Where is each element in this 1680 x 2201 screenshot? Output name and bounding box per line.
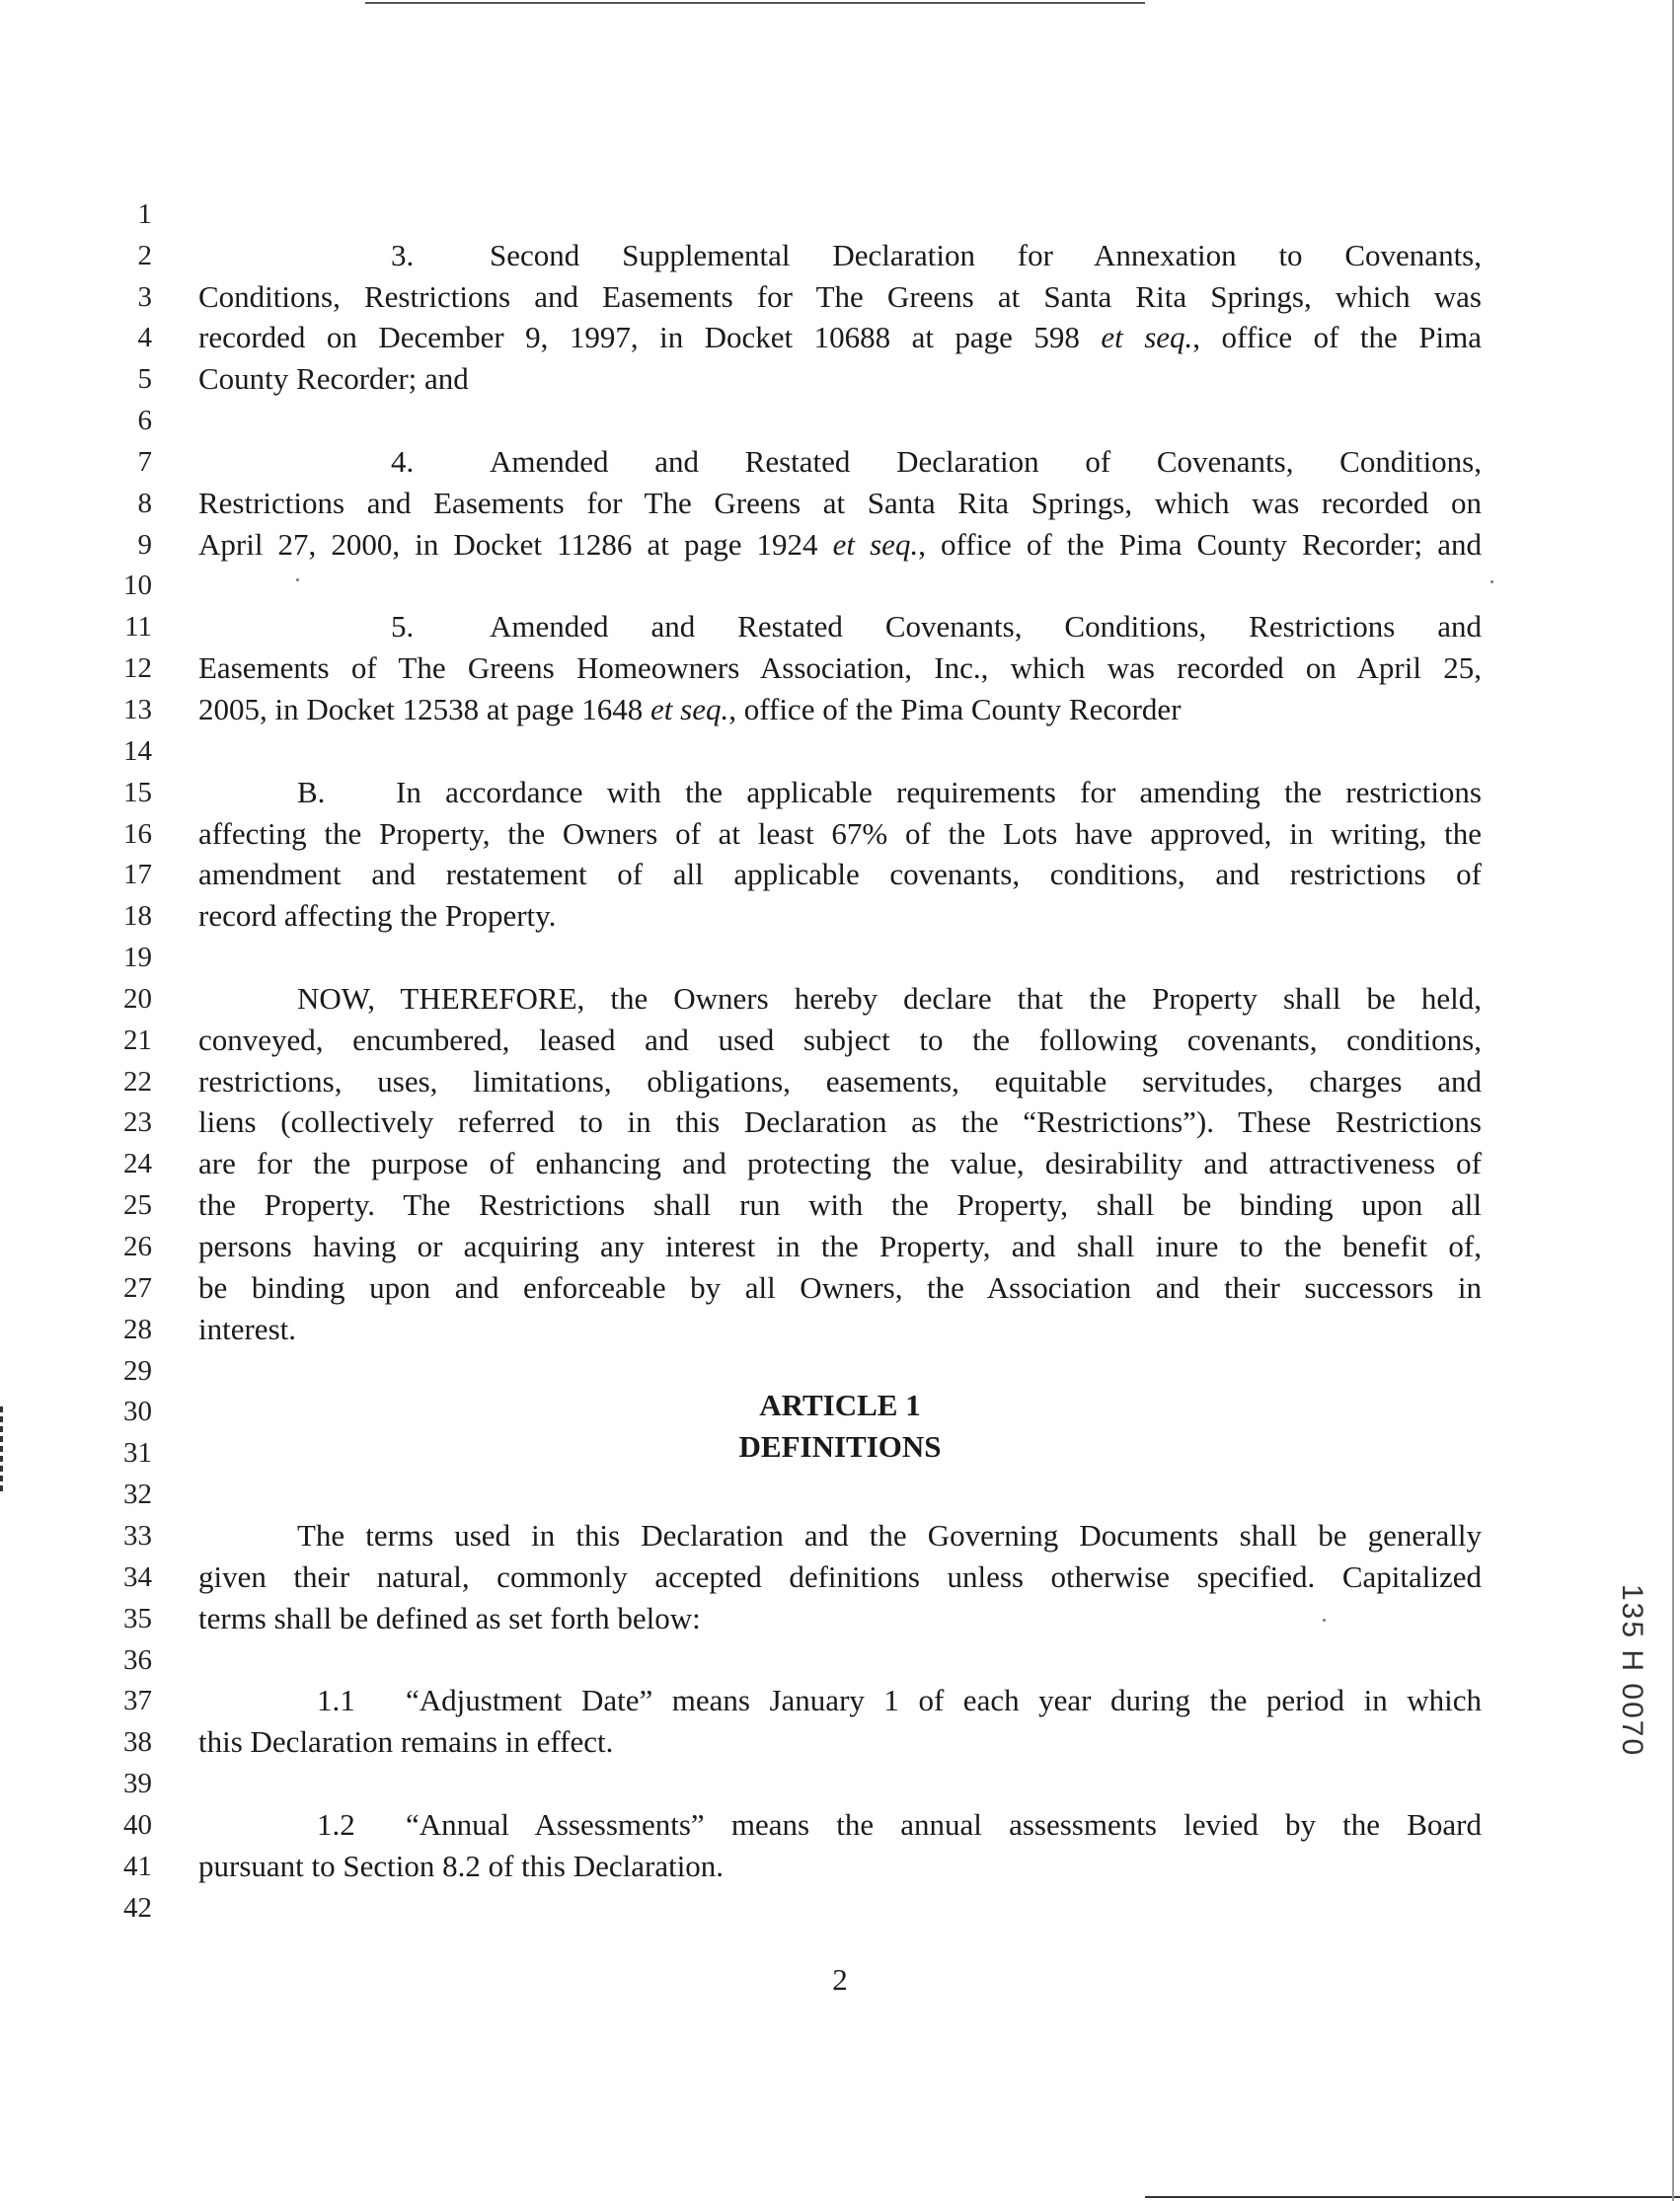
line-number: 22 [123, 1066, 152, 1098]
line-number: 37 [123, 1685, 152, 1716]
paragraph-line: 2005, in Docket 12538 at page 1648 [198, 692, 651, 726]
italic-citation: et seq. [1101, 320, 1193, 354]
line-number: 11 [124, 611, 152, 643]
paragraph-line: the Property. The Restrictions shall run with the Property, shall be binding upon all [198, 1187, 1482, 1222]
paragraph-line: , office of the Pima County Recorder; and [918, 527, 1483, 562]
line-number: 5 [137, 363, 152, 395]
line-number: 30 [123, 1396, 152, 1427]
line-number: 42 [123, 1892, 152, 1924]
paragraph-line: amendment and restatement of all applicable covenants, conditions, and restrictions of [198, 857, 1482, 891]
paragraph-line: recorded on December 9, 1997, in Docket 10688 at page 598 [198, 320, 1102, 354]
line-number: 32 [123, 1479, 152, 1510]
article-heading: ARTICLE 1 [759, 1388, 921, 1422]
paragraph-line: given their natural, commonly accepted definitions unless otherwise specified. Capitalized [198, 1559, 1482, 1594]
line-number: 16 [123, 818, 152, 850]
line-number: 23 [123, 1106, 152, 1138]
line-number: 31 [123, 1437, 152, 1469]
paragraph-line: be binding upon and enforceable by all Owners, the Association and their successors in [198, 1270, 1482, 1305]
scan-left-dash-mark [0, 1406, 3, 1493]
line-number: 24 [123, 1148, 152, 1179]
line-number: 26 [123, 1231, 152, 1262]
paragraph-line: The terms used in this Declaration and the Governing Documents shall be generally [297, 1518, 1482, 1553]
line-number: 7 [137, 446, 152, 478]
line-number: 25 [123, 1189, 152, 1221]
line-number: 8 [137, 488, 152, 519]
page-number: 2 [832, 1962, 848, 1997]
line-number: 2 [137, 240, 152, 271]
line-number: 21 [123, 1025, 152, 1056]
scan-right-edge [1672, 0, 1674, 2201]
paragraph-line: Conditions, Restrictions and Easements for The Greens at Santa Rita Springs, which was [198, 279, 1482, 314]
line-number: 36 [123, 1644, 152, 1676]
line-number: 40 [123, 1809, 152, 1841]
line-number: 18 [123, 900, 152, 932]
line-number: 10 [123, 569, 152, 601]
paragraph-line: April 27, 2000, in Docket 11286 at page 1924 [198, 527, 833, 562]
line-number: 29 [123, 1355, 152, 1387]
line-number: 13 [123, 694, 152, 725]
line-number: 33 [123, 1520, 152, 1552]
paragraph-line: record affecting the Property. [198, 898, 557, 933]
paragraph-line: “Adjustment Date” means January 1 of each year during the period in which [406, 1683, 1482, 1717]
paragraph-line: County Recorder; and [198, 361, 469, 396]
scan-speck [1490, 580, 1493, 583]
line-number: 14 [123, 735, 152, 767]
line-number: 19 [123, 942, 152, 973]
item-marker: B. [297, 775, 326, 809]
item-marker: 1.1 [317, 1683, 355, 1717]
paragraph-line: are for the purpose of enhancing and protecting the value, desirability and attractiveness of [198, 1146, 1482, 1180]
line-number: 12 [123, 652, 152, 684]
scan-top-rule [365, 2, 1145, 4]
paragraph-line: pursuant to Section 8.2 of this Declaration. [198, 1849, 725, 1883]
italic-citation: et seq. [832, 527, 919, 562]
item-marker: 3. [391, 238, 415, 272]
line-number: 28 [123, 1314, 152, 1345]
paragraph-line: , office of the Pima [1192, 320, 1482, 354]
line-number: 38 [123, 1726, 152, 1758]
paragraph-line: terms shall be defined as set forth below: [198, 1601, 701, 1635]
article-title: DEFINITIONS [738, 1429, 942, 1464]
paragraph-line: Amended and Restated Declaration of Covenants, Conditions, [490, 444, 1482, 479]
recording-stamp: 135 H 0070 [1616, 1584, 1648, 1758]
line-number: 41 [123, 1851, 152, 1882]
line-number: 17 [123, 859, 152, 890]
paragraph-line: , office of the Pima County Recorder [728, 692, 1182, 726]
line-number: 15 [123, 777, 152, 808]
line-number: 35 [123, 1603, 152, 1634]
paragraph-line: NOW, THEREFORE, the Owners hereby declare that the Property shall be held, [297, 981, 1482, 1016]
paragraph-line: interest. [198, 1312, 296, 1346]
line-number: 3 [137, 281, 152, 313]
line-number: 4 [137, 322, 152, 353]
line-number: 34 [123, 1561, 152, 1593]
scan-bottom-rule [1145, 2196, 1680, 2198]
paragraph-line: Restrictions and Easements for The Greens at Santa Rita Springs, which was recorded on [198, 486, 1482, 520]
paragraph-line: Second Supplemental Declaration for Annexation to Covenants, [490, 238, 1482, 272]
paragraph-line: Amended and Restated Covenants, Conditions, Restrictions and [490, 609, 1482, 644]
paragraph-line: liens (collectively referred to in this Declaration as the “Restrictions”). These Restrictions [198, 1104, 1482, 1139]
paragraph-line: “Annual Assessments” means the annual assessments levied by the Board [406, 1807, 1482, 1842]
paragraph-line: conveyed, encumbered, leased and used subject to the following covenants, conditions, [198, 1023, 1482, 1057]
italic-citation: et seq. [650, 692, 729, 726]
line-number: 9 [137, 529, 152, 561]
line-number: 1 [137, 198, 152, 230]
paragraph-line: In accordance with the applicable requirements for amending the restrictions [396, 775, 1482, 809]
paragraph-line: restrictions, uses, limitations, obligations, easements, equitable servitudes, charges and [198, 1064, 1482, 1099]
line-number: 20 [123, 983, 152, 1015]
paragraph-line: this Declaration remains in effect. [198, 1724, 614, 1759]
paragraph-line: affecting the Property, the Owners of at least 67% of the Lots have approved, in writing, the [198, 816, 1482, 851]
item-marker: 4. [391, 444, 415, 479]
line-number: 39 [123, 1768, 152, 1799]
scan-speck [296, 578, 299, 581]
item-marker: 5. [391, 609, 415, 644]
paragraph-line: persons having or acquiring any interest in the Property, and shall inure to the benefit of, [198, 1229, 1482, 1263]
line-number: 27 [123, 1272, 152, 1304]
line-number: 6 [137, 405, 152, 436]
item-marker: 1.2 [317, 1807, 355, 1842]
paragraph-line: Easements of The Greens Homeowners Association, Inc., which was recorded on April 25, [198, 650, 1482, 685]
